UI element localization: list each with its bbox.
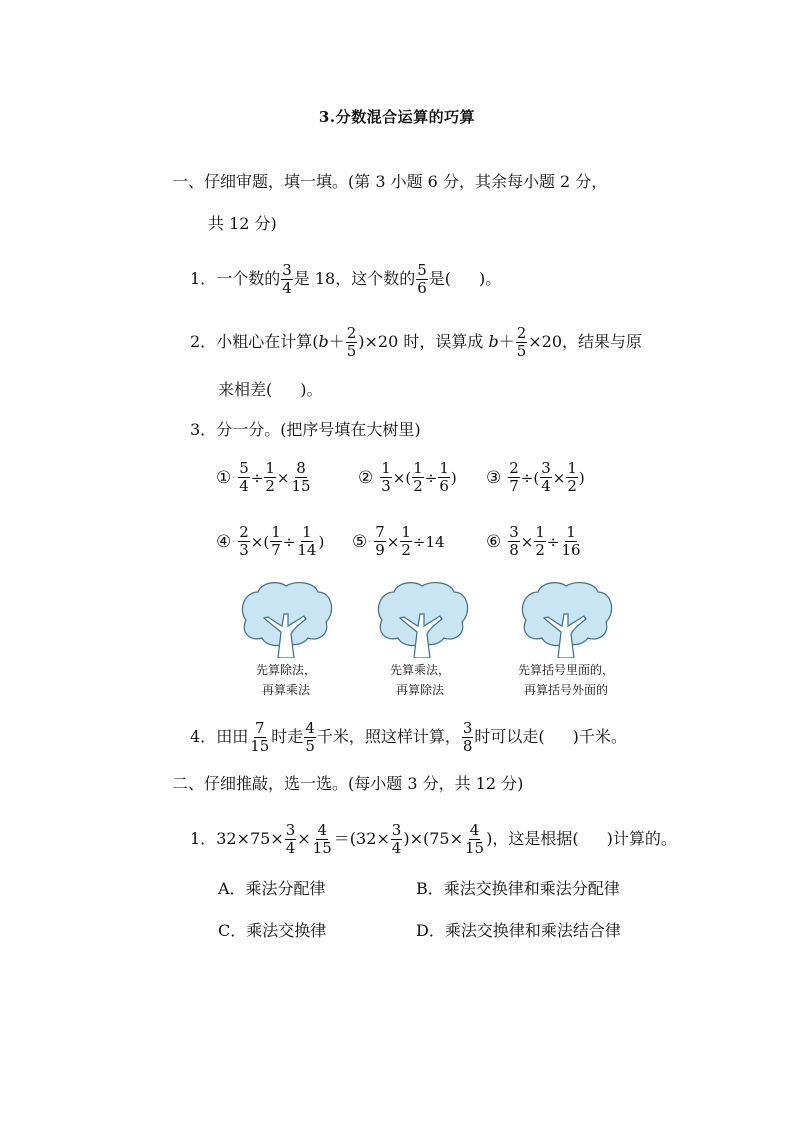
fraction: $\frac{3}{4}$: [391, 821, 402, 857]
section1-header-cont: 共 12 分): [208, 214, 277, 233]
question-1-4: 4．田田 $\frac{7}{15}$ 时走 $\frac{4}{5}$ 千米，照这样计算， $\frac{3}{8}$ 时可以走( )千米。: [190, 719, 627, 755]
fraction: $\frac{3}{4}$: [282, 261, 292, 297]
section2-header: 二、仔细推敲，选一选。(每小题 3 分，共 12 分): [172, 774, 524, 793]
question-1-1: 1．一个数的 $\frac{3}{4}$ 是 18，这个数的 $\frac{5}{6}$ 是( )。: [190, 261, 502, 297]
section1-header: 一、仔细审题，填一填。(第 3 小题 6 分，其余每小题 2 分，: [172, 172, 608, 191]
question-2-1: 1．32×75× $\frac{3}{4}$ × $\frac{4}{15}$ ＝(32× $\frac{3}{4}$ )×(75× $\frac{4}{15}$ )，这是根据( )计算的。: [190, 821, 677, 857]
question-1-2: 2．小粗心在计算(b＋ $\frac{2}{5}$ )×20 时，误算成 b＋ $\frac{2}{5}$ ×20，结果与原: [190, 324, 643, 360]
fraction: $\frac{7}{15}$: [250, 719, 270, 755]
fraction: $\frac{2}{5}$: [346, 324, 357, 360]
option-4: ④ $\frac{2}{3}$ ×( $\frac{1}{7}$ ÷ $\frac{1}{14}$ ): [216, 523, 325, 559]
tree-caption: 先算乘法， 再算除法: [389, 663, 450, 697]
page-title: 3.分数混合运算的巧算: [318, 108, 476, 126]
option-1: ① $\frac{5}{4}$ ÷ $\frac{1}{2}$ × $\frac{8}{15}$: [216, 459, 311, 495]
question-1-2-cont: 来相差( )。: [218, 380, 323, 399]
option-5: ⑤ $\frac{7}{9}$ × $\frac{1}{2}$ ÷14: [352, 523, 445, 559]
option-3: ③ $\frac{2}{7}$ ÷( $\frac{3}{4}$ × $\frac{1}{2}$ ): [486, 459, 585, 495]
fraction: $\frac{3}{8}$: [462, 719, 473, 755]
fraction: $\frac{5}{6}$: [417, 261, 427, 297]
option-2: ② $\frac{1}{3}$ ×( $\frac{1}{2}$ ÷ $\frac{1}{6}$ ): [358, 459, 457, 495]
choice-a[interactable]: A．乘法分配律: [218, 879, 326, 898]
fraction: $\frac{2}{5}$: [516, 324, 527, 360]
tree-icon[interactable]: [238, 580, 334, 658]
fraction: $\frac{3}{4}$: [285, 821, 296, 857]
tree-icon[interactable]: [374, 580, 470, 658]
tree-caption: 先算除法， 再算乘法: [255, 663, 316, 697]
option-6: ⑥ $\frac{3}{8}$ × $\frac{1}{2}$ ÷ $\frac{1}{16}$: [486, 523, 581, 559]
tree-caption: 先算括号里面的， 再算括号外面的: [517, 663, 614, 697]
fraction: $\frac{4}{15}$: [464, 821, 485, 857]
choice-b[interactable]: B．乘法交换律和乘法分配律: [416, 879, 620, 898]
fraction: $\frac{4}{5}$: [305, 719, 315, 755]
question-1-3: 3．分一分。(把序号填在大树里): [190, 420, 421, 439]
choice-c[interactable]: C．乘法交换律: [218, 921, 327, 940]
fraction: $\frac{4}{15}$: [312, 821, 332, 857]
tree-icon[interactable]: [518, 580, 614, 658]
choice-d[interactable]: D．乘法交换律和乘法结合律: [416, 921, 621, 940]
